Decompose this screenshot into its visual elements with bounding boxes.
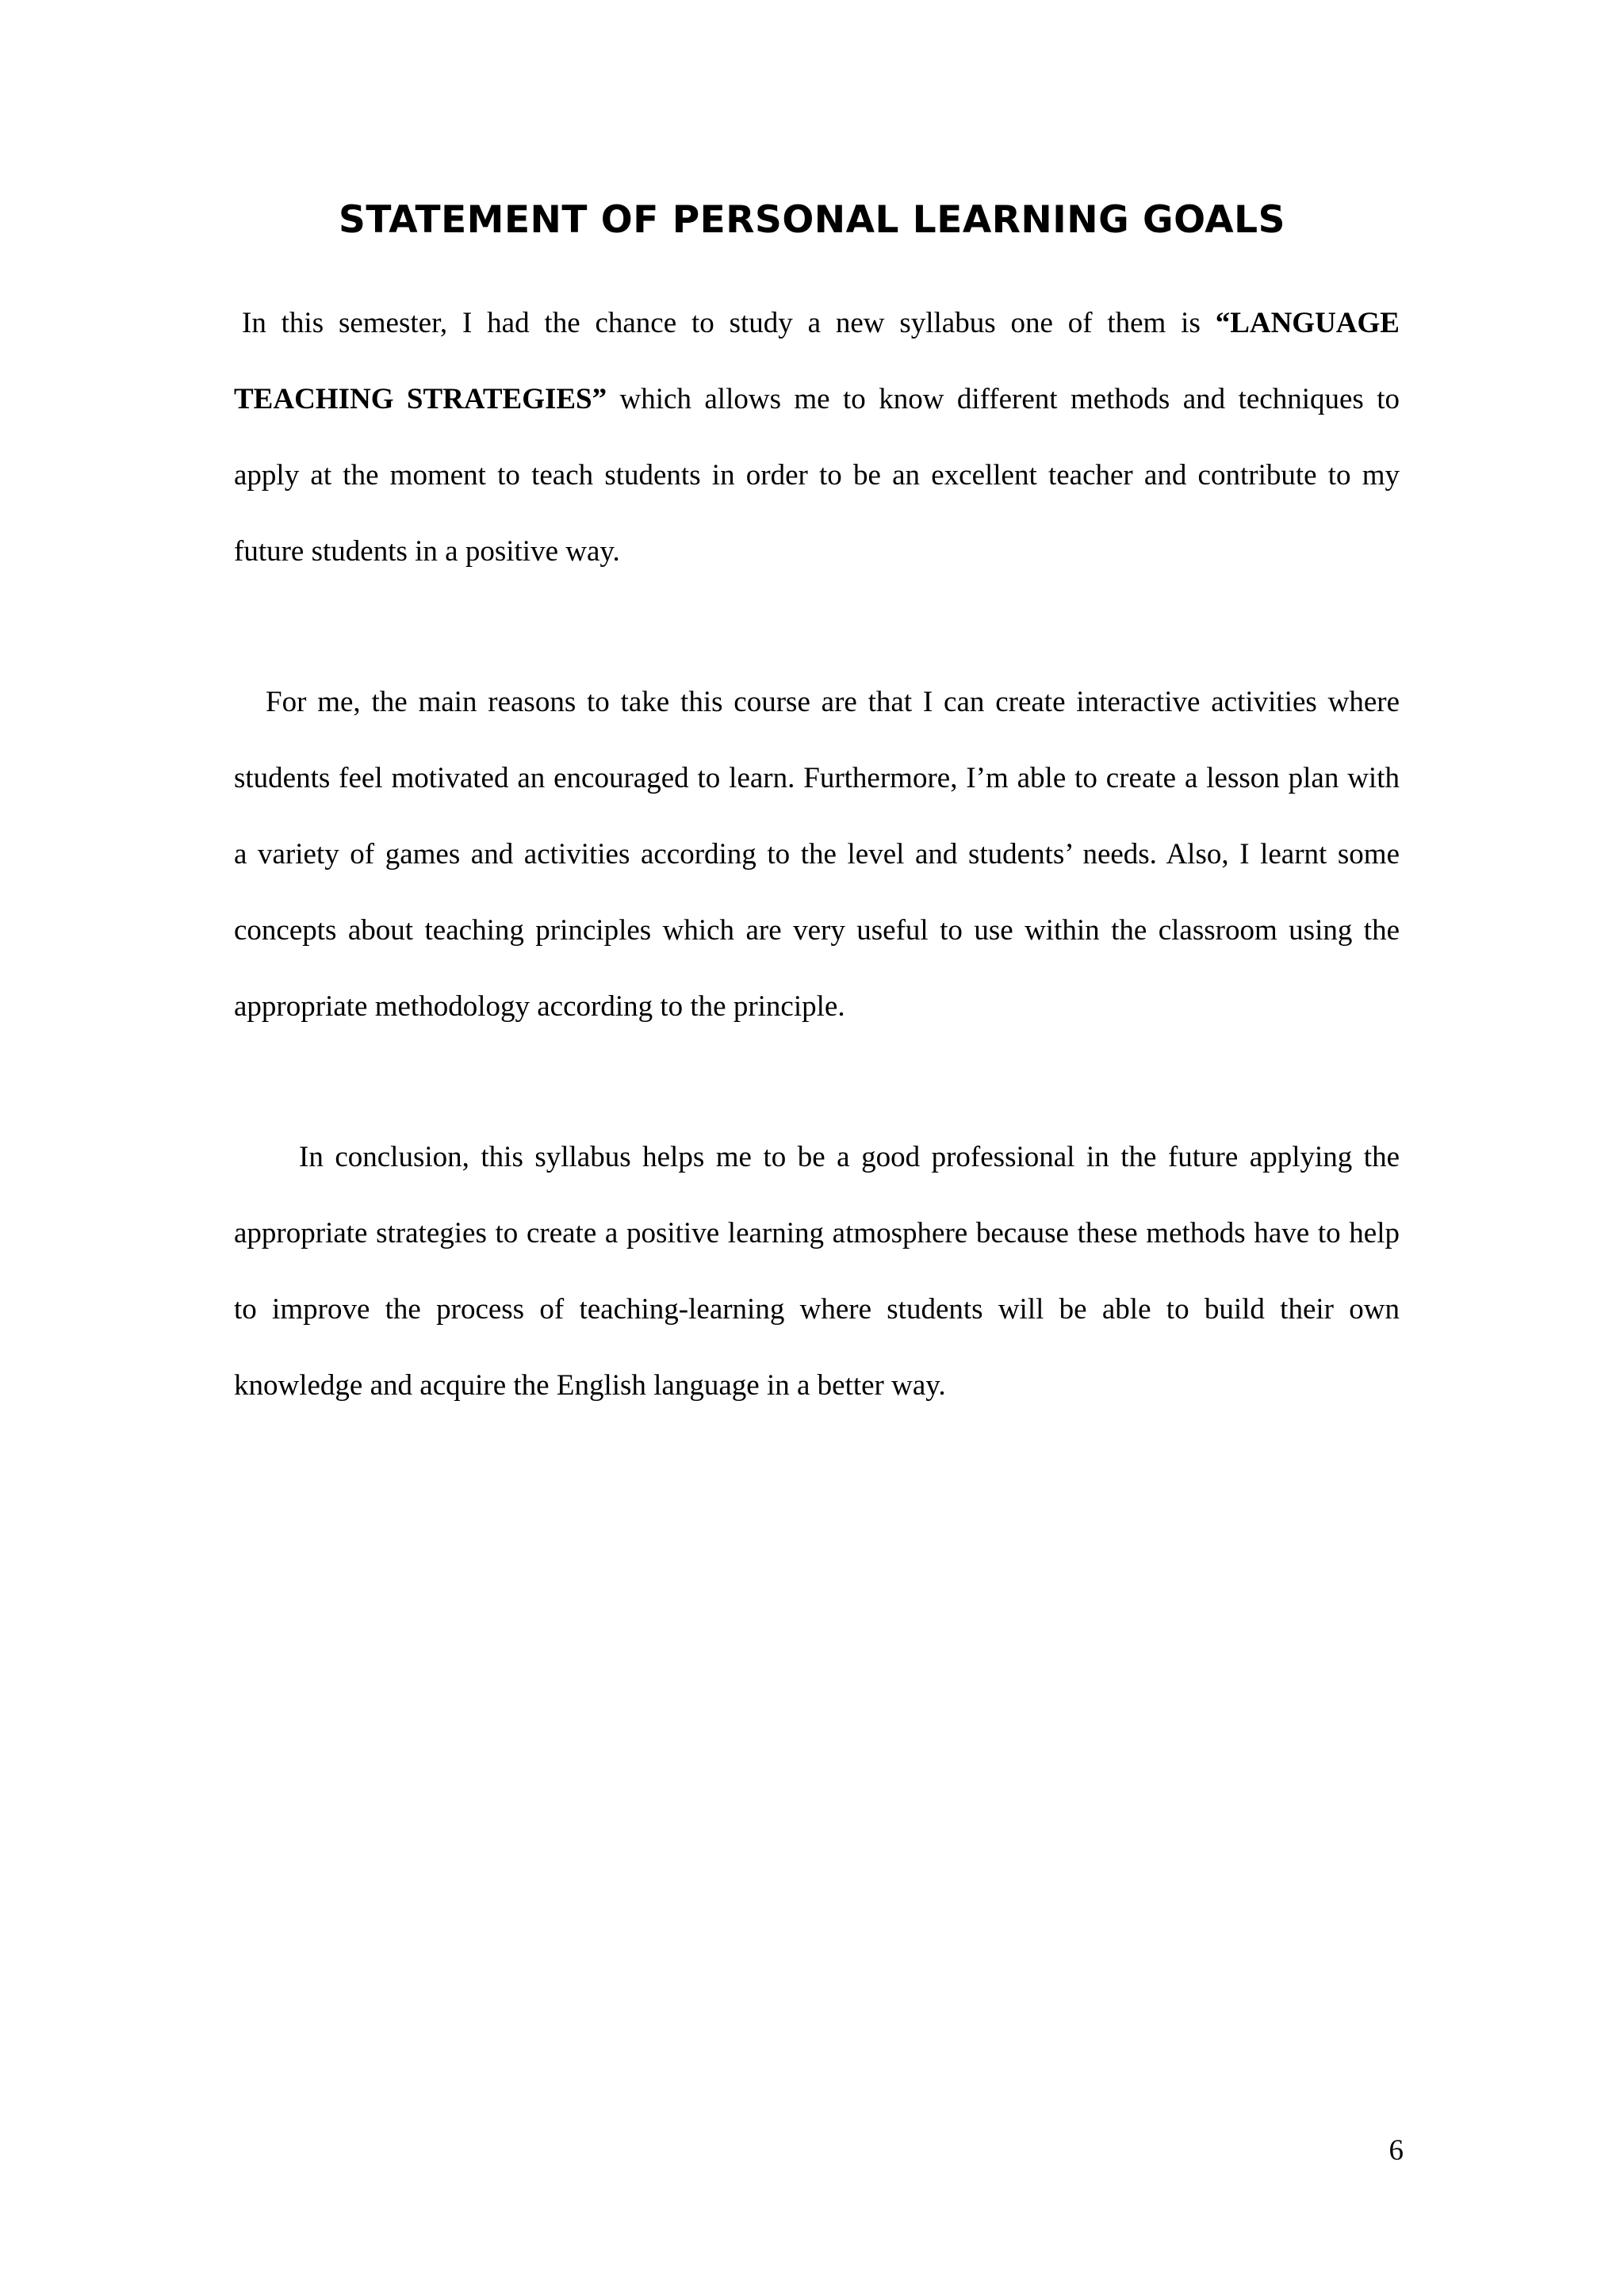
paragraph-conclusion-text: In conclusion, this syllabus helps me to be a good professional in the future applying the appropriate strategies to create a positive learning atmosphere because these methods have to help to improve the process of teaching-learning where students will be able to build their own knowledge and acquire the English language in a better way.	[234, 1141, 1400, 1402]
page-title: STATEMENT OF PERSONAL LEARNING GOALS	[339, 198, 1285, 242]
paragraph-intro	[234, 285, 1400, 590]
paragraph-conclusion	[234, 1119, 1400, 1424]
paragraph-intro-text-start: In this semester, I had the chance to study a new syllabus one of them is	[242, 307, 1216, 339]
paragraph-reasons	[234, 664, 1400, 1045]
course-name-emphasis: “LANGUAGE TEACHING STRATEGIES”	[234, 307, 1400, 415]
paragraph-intro-text-end: which allows me to know different methods and techniques to apply at the moment to teach students in order to be an excellent teacher and contribute to my future students in a positive way.	[234, 383, 1400, 568]
paragraph-reasons-text: For me, the main reasons to take this course are that I can create interactive activities where students feel motivated an encouraged to learn. Furthermore, I’m able to create a lesson plan with a variety of games and activities according to the level and students’ needs. Also, I learnt some concepts about teaching principles which are very useful to use within the classroom using the appropriate methodology according to the principle.	[234, 686, 1400, 1023]
page-number: 6	[1388, 2134, 1404, 2167]
